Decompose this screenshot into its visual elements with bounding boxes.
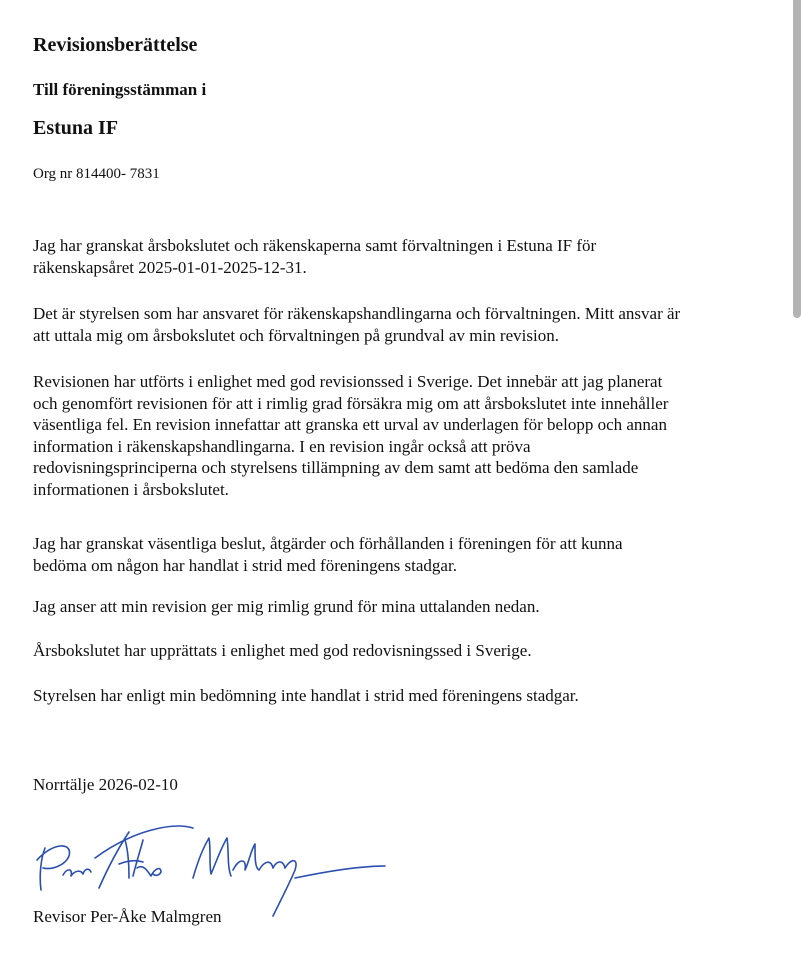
document-title: Revisionsberättelse bbox=[33, 34, 198, 56]
text-line: Revisionen har utförts i enlighet med god revisionssed i Sverige. Det innebär att jag planerat bbox=[33, 372, 663, 391]
org-number: Org nr 814400- 7831 bbox=[33, 166, 160, 182]
paragraph-audit-method bbox=[33, 371, 668, 500]
text-line: redovisningsprinciperna och styrelsens tillämpning av dem samt att bedöma den samlade bbox=[33, 458, 639, 477]
text-line: räkenskapsåret 2025-01-01-2025-12-31. bbox=[33, 257, 307, 277]
text-line: bedöma om någon har handlat i strid med föreningens stadgar. bbox=[33, 555, 457, 575]
vertical-scrollbar[interactable] bbox=[793, 0, 801, 318]
text-line: informationen i årsbokslutet. bbox=[33, 479, 229, 499]
place-date: Norrtälje 2026-02-10 bbox=[33, 775, 178, 794]
addressee-heading: Till föreningsstämman i bbox=[33, 80, 207, 99]
paragraph-basis bbox=[33, 596, 540, 618]
paragraph-accounting-opinion bbox=[33, 640, 532, 662]
paragraph-decisions bbox=[33, 533, 623, 576]
paragraph-responsibility bbox=[33, 303, 680, 346]
text-line: att uttala mig om årsbokslutet och förvaltningen på grundval av min revision. bbox=[33, 325, 559, 345]
paragraph-scope bbox=[33, 235, 596, 278]
text-line: Det är styrelsen som har ansvaret för räkenskapshandlingarna och förvaltningen. Mitt ansvar är bbox=[33, 304, 681, 323]
paragraph-board-opinion bbox=[33, 685, 579, 707]
text-line: Årsbokslutet har upprättats i enlighet med god redovisningssed i Sverige. bbox=[33, 641, 532, 660]
text-line: information i räkenskapshandlingarna. I en revision ingår också att pröva bbox=[33, 436, 531, 456]
text-line: Styrelsen har enligt min bedömning inte handlat i strid med föreningens stadgar. bbox=[33, 686, 579, 705]
text-line: och genomfört revisionen för att i rimlig grad försäkra mig om att årsbokslutet inte innehåller bbox=[33, 393, 669, 413]
text-line: Jag har granskat väsentliga beslut, åtgärder och förhållanden i föreningen för att kunna bbox=[33, 534, 623, 553]
signer-name: Revisor Per-Åke Malmgren bbox=[33, 907, 222, 926]
text-line: väsentliga fel. En revision innefattar att granska ett urval av underlagen för belopp och annan bbox=[33, 415, 667, 434]
organization-name: Estuna IF bbox=[33, 117, 119, 139]
text-line: Jag har granskat årsbokslutet och räkenskaperna samt förvaltningen i Estuna IF för bbox=[33, 236, 597, 255]
text-line: Jag anser att min revision ger mig rimlig grund för mina uttalanden nedan. bbox=[33, 597, 540, 616]
